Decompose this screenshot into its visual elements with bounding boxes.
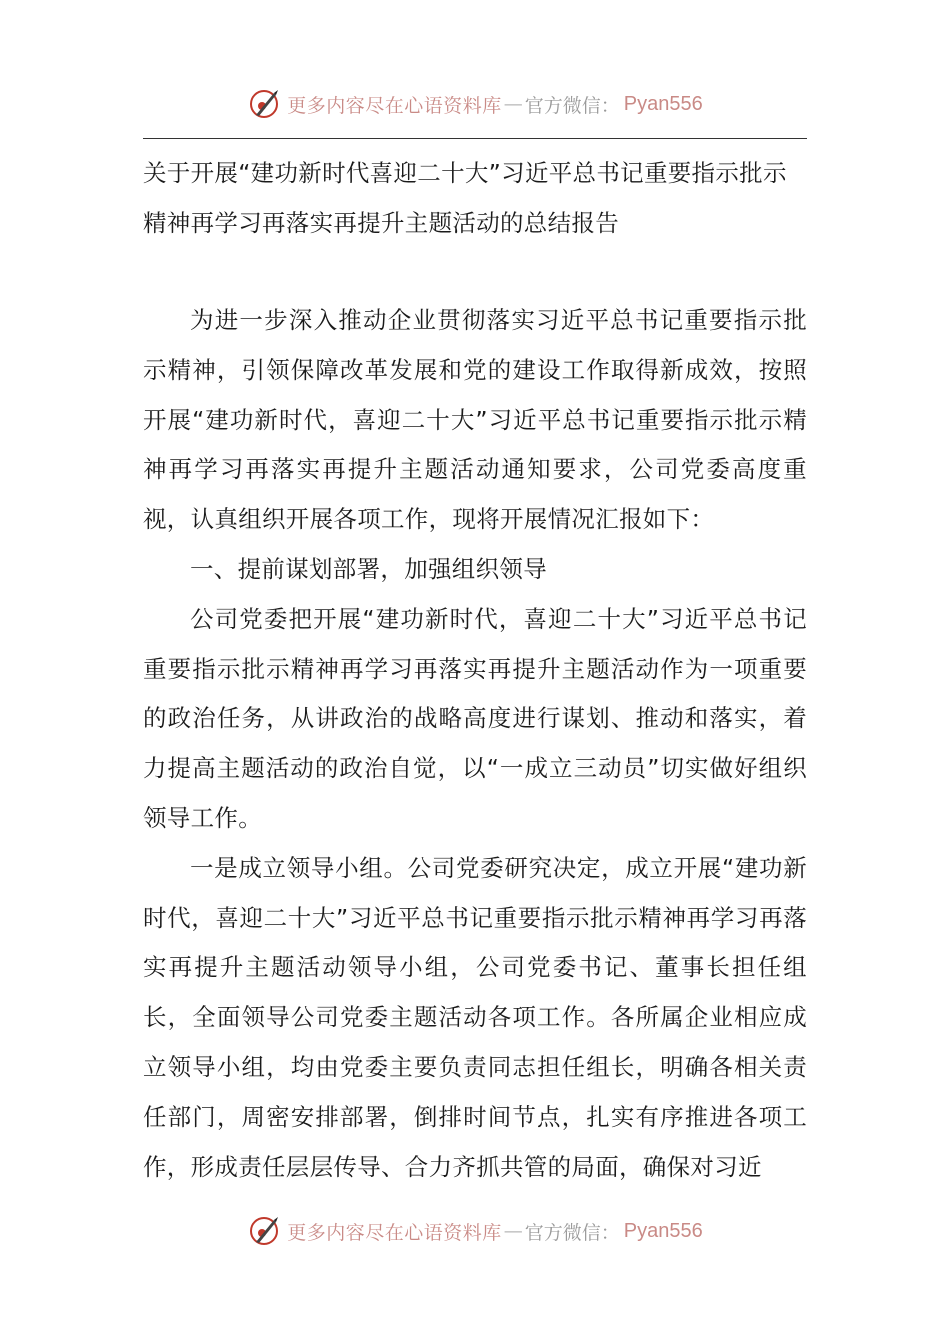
quill-logo-icon [247,87,281,121]
header-divider [143,138,807,139]
watermark-wechat-label: 官方微信： [524,94,620,117]
header-watermark [0,84,950,124]
body-paragraph: 一是成立领导小组。公司党委研究决定，成立开展“建功新时代，喜迎二十大”习近平总书记重要指示批示精神再学习再落实再提升主题活动领导小组，公司党委书记、董事长担任组长，全面领导公司党委主题活动各项工作。各所属企业相应成立领导小组，均由党委主要负责同志担任组长，明确各相关责任部门，周密安排部署，倒排时间节点，扎实有序推进各项工作，形成责任层层传导、合力齐抓共管的局面，确保对习近 [143,853,807,1181]
document-body [143,296,807,1192]
watermark-wechat-id: Pyan556 [623,92,703,115]
watermark-separator: — [503,93,523,115]
section-heading: 一、提前谋划部署，加强组织领导 [190,554,547,583]
quill-logo-icon [247,1214,281,1248]
watermark-wechat-id: Pyan556 [623,1219,703,1242]
watermark-site-text: 更多内容尽在心语资料库 [287,94,502,117]
document-title: 关于开展“建功新时代喜迎二十大”习近平总书记重要指示批示精神再学习再落实再提升主题活动的总结报告 [143,159,787,237]
watermark-separator: — [503,1220,523,1242]
watermark-wechat-label: 官方微信： [524,1221,620,1244]
footer-watermark [0,1211,950,1251]
body-paragraph: 为进一步深入推动企业贯彻落实习近平总书记重要指示批示精神，引领保障改革发展和党的建设工作取得新成效，按照开展“建功新时代，喜迎二十大”习近平总书记重要指示批示精神再学习再落实再提升主题活动通知要求，公司党委高度重视，认真组织开展各项工作，现将开展情况汇报如下： [143,306,807,534]
watermark-site-text: 更多内容尽在心语资料库 [287,1221,502,1244]
body-paragraph: 公司党委把开展“建功新时代，喜迎二十大”习近平总书记重要指示批示精神再学习再落实再提升主题活动作为一项重要的政治任务，从讲政治的战略高度进行谋划、推动和落实，着力提高主题活动的政治自觉，以“一成立三动员”切实做好组织领导工作。 [143,604,807,832]
